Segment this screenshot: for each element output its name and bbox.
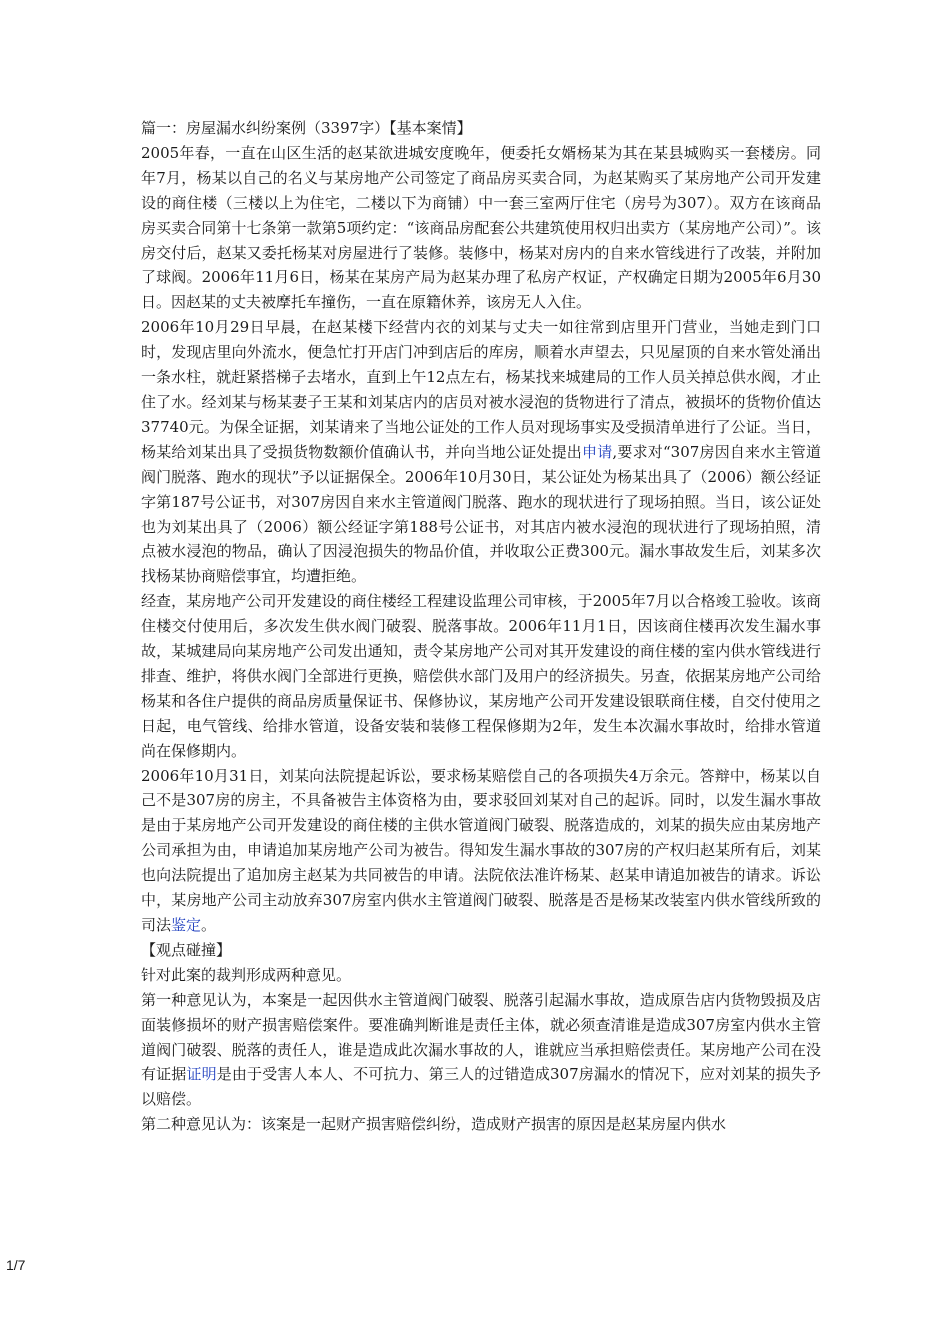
paragraph-lawsuit <box>141 764 821 938</box>
paragraph-incident <box>141 315 821 589</box>
paragraph-text: 2006年10月29日早晨，在赵某楼下经营内衣的刘某与丈夫一如往常到店里开门营业，当她走到门口时，发现店里向外流水，便急忙打开店门冲到店后的库房，顺着水声望去，只见屋顶的自来水管处涌出一条水柱，就赶紧搭梯子去堵水，直到上午12点左右，杨某找来城建局的工作人员关掉总供水阀，才止住了水。经刘某与杨某妻子王某和刘某店内的店员对被水浸泡的货物进行了清点，被损坏的货物价值达37740元。为保全证据，刘某请来了当地公证处的工作人员对现场事实及受损清单进行了公证。当日，杨某给刘某出具了受损货物数额价值确认书，并向当地公证处提出 <box>141 318 821 461</box>
paragraph-first-opinion <box>141 988 821 1113</box>
page-number: 1/7 <box>6 1257 26 1273</box>
paragraph-second-opinion: 第二种意见认为：该案是一起财产损害赔偿纠纷，造成财产损害的原因是赵某房屋内供水 <box>141 1115 727 1134</box>
link-appraisal[interactable]: 鉴定 <box>171 916 202 934</box>
paragraph-background: 2005年春，一直在山区生活的赵某欲进城安度晚年，便委托女婿杨某为其在某县城购买一套楼房。同年7月，杨某以自己的名义与某房地产公司签定了商品房买卖合同，为赵某购买了某房地产公司开发建设的商住楼（三楼以上为住宅，二楼以下为商铺）中一套三室两厅住宅（房号为307）。双方在该商品房买卖合同第十七条第一款第5项约定：“该商品房配套公共建筑使用权归出卖方（某房地产公司）”。该房交付后，赵某又委托杨某对房屋进行了装修。装修中，杨某对房内的自来水管线进行了改装，并附加了球阀。2006年11月6日，杨某在某房产局为赵某办理了私房产权证，产权确定日期为2005年6月30日。因赵某的丈夫被摩托车撞伤，一直在原籍休养，该房无人入住。 <box>141 143 821 312</box>
paragraph-text: ,要求对“307房因自来水主管道阀门脱落、跑水的现状”予以证据保全。2006年10月30日，某公证处为杨某出具了（2006）额公经证字第187号公证书，对307房因自来水主管道阀门脱落、跑水的现状进行了现场拍照。当日，该公证处也为刘某出具了（2006）额公经证字第188号公证书，对其店内被水浸泡的现状进行了现场拍照，清点被水浸泡的物品，确认了因浸泡损失的物品价值，并收取公正费300元。漏水事故发生后，刘某多次找杨某协商赔偿事宜，均遭拒绝。 <box>141 442 821 586</box>
paragraph-intro-opinions: 针对此案的裁判形成两种意见。 <box>141 965 352 984</box>
paragraph-text: 第一种意见认为，本案是一起因供水主管道阀门破裂、脱落引起漏水事故，造成原告店内货物毁损及店面装修损坏的财产损害赔偿案件。要准确判断谁是责任主体，就必须查清谁是造成307房室内供水主管道阀门破裂、脱落的责任人，谁是造成此次漏水事故的人，谁就应当承担赔偿责任。某房地产公司在没有证据 <box>141 990 821 1084</box>
link-application[interactable]: 申请 <box>582 442 613 461</box>
section-heading-viewpoints: 【观点碰撞】 <box>141 940 232 959</box>
paragraph-text: 2006年10月31日，刘某向法院提起诉讼，要求杨某赔偿自己的各项损失4万余元。答辩中，杨某以自己不是307房的房主，不具备被告主体资格为由，要求驳回刘某对自己的起诉。同时，以发生漏水事故是由于某房地产公司开发建设的商住楼的主供水管道阀门破裂、脱落造成的，刘某的损失应由某房地产公司承担为由，申请追加某房地产公司为被告。得知发生漏水事故的307房的产权归赵某所有后，刘某也向法院提出了追加房主赵某为共同被告的申请。法院依法准许杨某、赵某申请追加被告的请求。诉讼中，某房地产公司主动放弃307房室内供水主管道阀门破裂、脱落是否是杨某改装室内供水管线所致的司法 <box>141 766 821 934</box>
paragraph-text: 。 <box>201 916 217 934</box>
document-body <box>141 116 821 1137</box>
link-proof[interactable]: 证明 <box>186 1065 217 1084</box>
document-heading: 篇一：房屋漏水纠纷案例（3397字）【基本案情】 <box>141 119 472 137</box>
paragraph-investigation: 经查，某房地产公司开发建设的商住楼经工程建设监理公司审核，于2005年7月以合格竣工验收。该商住楼交付使用后，多次发生供水阀门破裂、脱落事故。2006年11月1日，因该商住楼再次发生漏水事故，某城建局向某房地产公司发出通知，责令某房地产公司对其开发建设的商住楼的室内供水管线进行排查、维护，将供水阀门全部进行更换，赔偿供水部门及用户的经济损失。另查，依据某房地产公司给杨某和各住户提供的商品房质量保证书、保修协议，某房地产公司开发建设银联商住楼，自交付使用之日起，电气管线、给排水管道，设备安装和装修工程保修期为2年，发生本次漏水事故时，给排水管道尚在保修期内。 <box>141 592 821 760</box>
paragraph-text: 是由于受害人本人、不可抗力、第三人的过错造成307房漏水的情况下，应对刘某的损失予以赔偿。 <box>141 1065 821 1109</box>
